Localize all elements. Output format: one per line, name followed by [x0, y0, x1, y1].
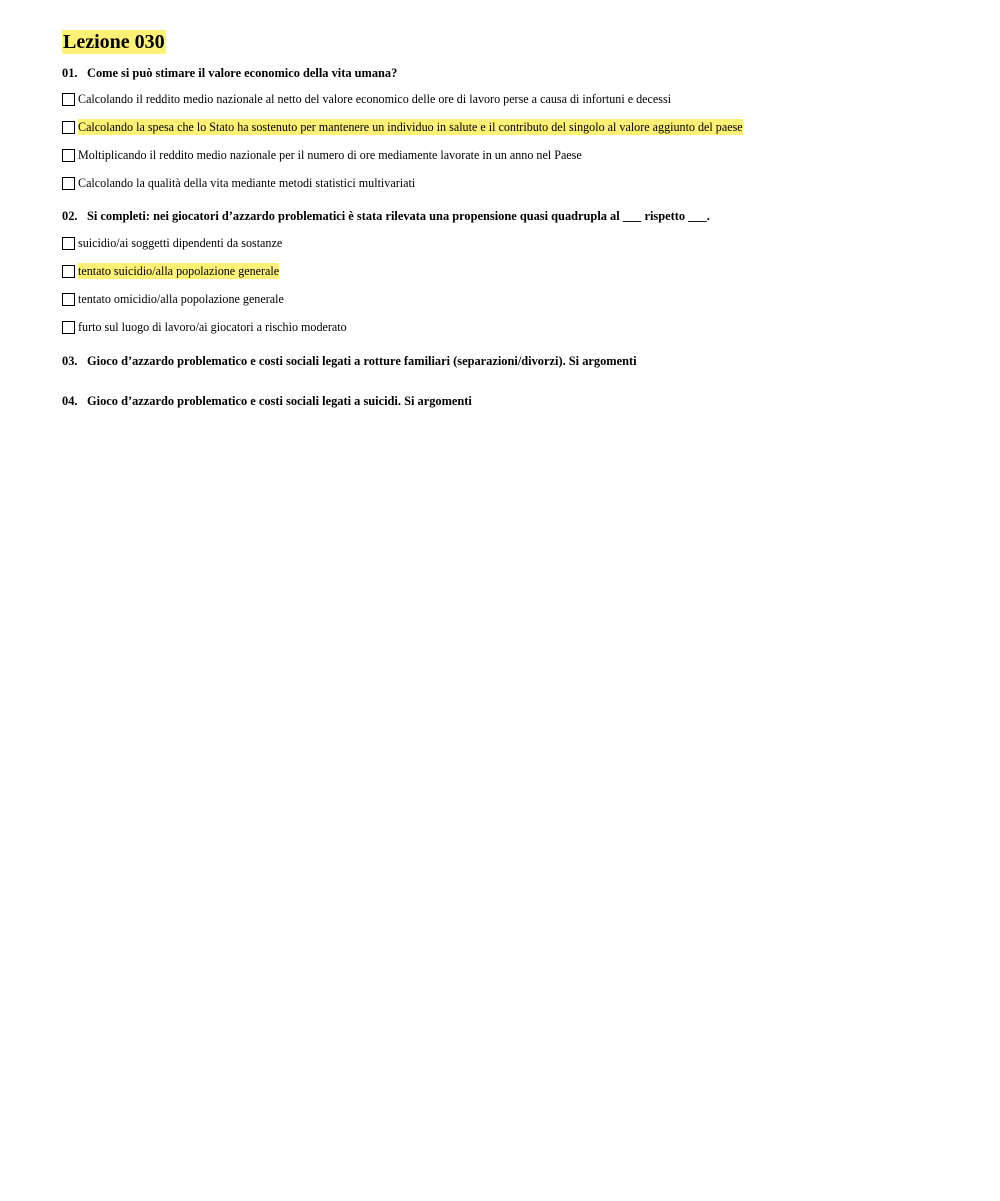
- answer-option[interactable]: [62, 119, 962, 135]
- question-number: 02.: [62, 209, 78, 223]
- question-text: Si completi: nei giocatori d’azzardo problematici è stata rilevata una propensione quasi quadrupla al ___ rispetto ___.: [87, 209, 710, 223]
- answer-text-highlighted: Calcolando la spesa che lo Stato ha sostenuto per mantenere un individuo in salute e il contributo del singolo al valore aggiunto del paese: [78, 120, 743, 134]
- question-text: Gioco d’azzardo problematico e costi sociali legati a rotture familiari (separazioni/divorzi). Si argomenti: [87, 354, 637, 368]
- document-page: [62, 30, 962, 409]
- answer-option[interactable]: [62, 319, 962, 335]
- answer-option[interactable]: [62, 175, 962, 191]
- answer-option[interactable]: [62, 235, 962, 251]
- answer-option[interactable]: [62, 91, 962, 107]
- question-text: Come si può stimare il valore economico della vita umana?: [87, 66, 398, 80]
- checkbox[interactable]: [62, 293, 75, 306]
- answer-text: Calcolando il reddito medio nazionale al netto del valore economico delle ore di lavoro perse a causa di infortuni e decessi: [78, 92, 672, 106]
- answer-option[interactable]: [62, 147, 962, 163]
- checkbox[interactable]: [62, 93, 75, 106]
- checkbox[interactable]: [62, 149, 75, 162]
- question-02: [62, 208, 962, 224]
- checkbox[interactable]: [62, 177, 75, 190]
- question-01: [62, 65, 962, 81]
- question-number: 03.: [62, 354, 78, 368]
- question-number: 01.: [62, 66, 78, 80]
- question-text: Gioco d’azzardo problematico e costi sociali legati a suicidi. Si argomenti: [87, 394, 472, 408]
- checkbox[interactable]: [62, 321, 75, 334]
- checkbox[interactable]: [62, 121, 75, 134]
- answer-text: furto sul luogo di lavoro/ai giocatori a rischio moderato: [78, 320, 347, 334]
- checkbox[interactable]: [62, 237, 75, 250]
- answer-text: tentato omicidio/alla popolazione generale: [78, 292, 284, 306]
- question-number: 04.: [62, 394, 78, 408]
- question-03: [62, 353, 962, 369]
- page-title: Lezione 030: [63, 31, 165, 53]
- answer-option[interactable]: [62, 263, 962, 279]
- question-04: [62, 393, 962, 409]
- answer-option[interactable]: [62, 291, 962, 307]
- answer-text: Calcolando la qualità della vita mediante metodi statistici multivariati: [78, 176, 416, 190]
- checkbox[interactable]: [62, 265, 75, 278]
- answer-text-highlighted: tentato suicidio/alla popolazione generale: [78, 264, 280, 278]
- answer-text: Moltiplicando il reddito medio nazionale per il numero di ore mediamente lavorate in un anno nel Paese: [78, 148, 582, 162]
- answer-text: suicidio/ai soggetti dipendenti da sostanze: [78, 236, 283, 250]
